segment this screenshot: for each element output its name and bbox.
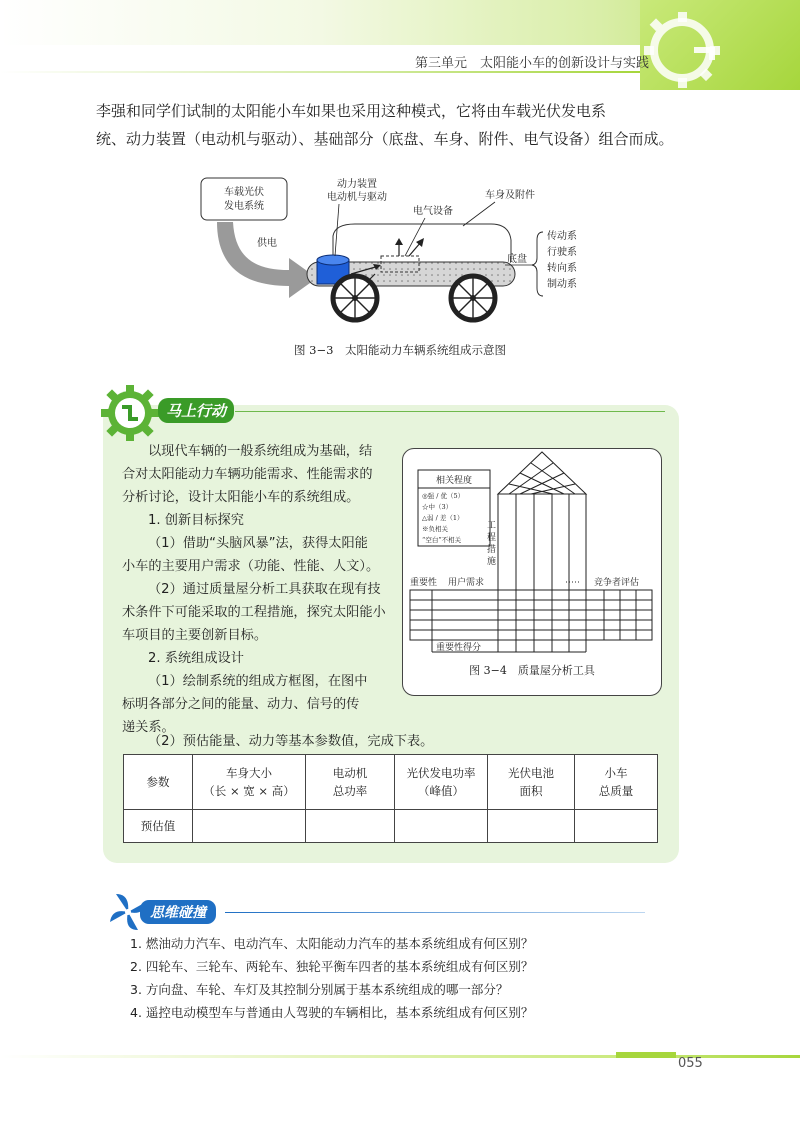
house-of-quality-diagram [402,448,662,696]
footer-tab [616,1052,676,1058]
action-s1b-line-2: 术条件下可能采取的工程措施，探究太阳能小 [122,605,386,620]
legend-item-4: ※负相关 [422,525,448,533]
unit-title: 第三单元 太阳能小车的创新设计与实践 [415,56,650,71]
table-header-pv-area: 光伏电池 面积 [488,755,575,810]
power-device-label-2: 电动机与驱动 [327,192,387,203]
action-s2b-line: （2）预估能量、动力等基本参数值，完成下表。 [148,734,434,749]
parameter-table [123,754,658,843]
front-wheel-icon [333,276,377,320]
user-needs-label: 用户需求 [448,578,485,588]
table-header-pv-power: 光伏发电功率 （峰值） [395,755,488,810]
engineering-char-2: 程 [487,533,497,543]
engineering-char-3: 措 [487,545,497,555]
action-s2a-line-1: （1）绘制系统的组成方框图，在图中 [148,674,368,689]
action-section-1-heading: 1. 创新目标探究 [148,513,244,528]
electrical-label: 电气设备 [413,206,453,217]
action-p1-line-3: 分析讨论，设计太阳能小车的系统组成。 [122,490,360,505]
question-2: 2. 四轮车、三轮车、两轮车、独轮平衡车四者的基本系统组成有何区别？ [130,959,534,974]
action-section-title: 马上行动 [158,398,234,423]
header-rule [0,71,640,73]
pv-system-label-2: 发电系统 [224,201,264,212]
action-p1-line-1: 以现代车辆的一般系统组成为基础，结 [148,444,373,459]
engineering-char-1: 工 [487,521,497,531]
think-section-title: 思维碰撞 [140,900,216,924]
action-s2a-line-2: 标明各部分之间的能量、动力、信号的传 [122,697,360,712]
chassis-item-4: 制动系 [547,279,577,290]
intro-line-1: 李强和同学们试制的太阳能小车如果也采用这种模式，它将由车载光伏发电系 [96,102,607,120]
rear-wheel-icon [451,276,495,320]
legend-title: 相关程度 [435,476,473,486]
figure-3-3-caption: 图 3−3 太阳能动力车辆系统组成示意图 [294,343,506,357]
score-label: 重要性得分 [436,643,482,653]
table-cell-body-size[interactable] [193,810,306,843]
power-device-label-1: 动力装置 [337,179,377,190]
table-cell-motor-power[interactable] [306,810,395,843]
solar-vehicle-system-diagram [195,170,595,330]
legend-item-1: ◎强 / 优（5） [422,492,465,500]
competitor-label: 竞争者评估 [594,578,640,588]
table-cell-total-mass[interactable] [575,810,658,843]
figure-3-4-caption: 图 3−4 质量屋分析工具 [469,664,595,677]
table-header-body-size: 车身大小 （长 × 宽 × 高） [193,755,306,810]
supply-label: 供电 [257,238,277,249]
action-s1a-line-2: 小车的主要用户需求（功能、性能、人文）。 [122,559,380,574]
table-header-param: 参数 [124,755,193,810]
table-header-total-mass: 小车 总质量 [575,755,658,810]
chassis-item-2: 行驶系 [547,247,577,258]
chassis-item-3: 转向系 [547,263,577,274]
table-cell-pv-power[interactable] [395,810,488,843]
gear-logo-icon [642,8,732,88]
importance-label: 重要性 [410,578,438,588]
legend-item-5: “空白”不相关 [422,536,462,544]
power-supply-arrow [217,222,317,298]
action-s1a-line-1: （1）借助“头脑风暴”法，获得太阳能 [148,536,368,551]
chassis-label: 底盘 [507,254,527,265]
legend-item-3: △弱 / 差（1） [422,514,464,522]
legend-item-2: ☆中（3） [422,503,453,511]
think-title-rule [225,912,645,913]
body-label: 车身及附件 [485,190,535,201]
action-s1b-line-3: 车项目的主要创新目标。 [122,628,268,643]
table-row-label: 预估值 [124,810,193,843]
action-p1-line-2: 合对太阳能动力车辆功能需求、性能需求的 [122,467,373,482]
action-s2a-line-3: 递关系。 [122,720,175,735]
action-s1b-line-1: （2）通过质量屋分析工具获取在现有技 [148,582,381,597]
question-1: 1. 燃油动力汽车、电动汽车、太阳能动力汽车的基本系统组成有何区别？ [130,936,534,951]
table-header-motor-power: 电动机 总功率 [306,755,395,810]
question-3: 3. 方向盘、车轮、车灯及其控制分别属于基本系统组成的哪一部分？ [130,982,509,997]
action-title-rule [235,411,665,412]
pv-system-label-1: 车载光伏 [224,187,264,198]
question-4: 4. 遥控电动模型车与普通由人驾驶的车辆相比，基本系统组成有何区别？ [130,1005,534,1020]
intro-line-2: 统、动力装置（电动机与驱动）、基础部分（底盘、车身、附件、电气设备）组合而成。 [96,130,674,148]
action-section-2-heading: 2. 系统组成设计 [148,651,244,666]
page-number: 055 [678,1056,703,1071]
table-cell-pv-area[interactable] [488,810,575,843]
action-gear-icon [100,383,164,443]
chassis-item-1: 传动系 [547,231,577,242]
engineering-char-4: 施 [487,557,497,567]
